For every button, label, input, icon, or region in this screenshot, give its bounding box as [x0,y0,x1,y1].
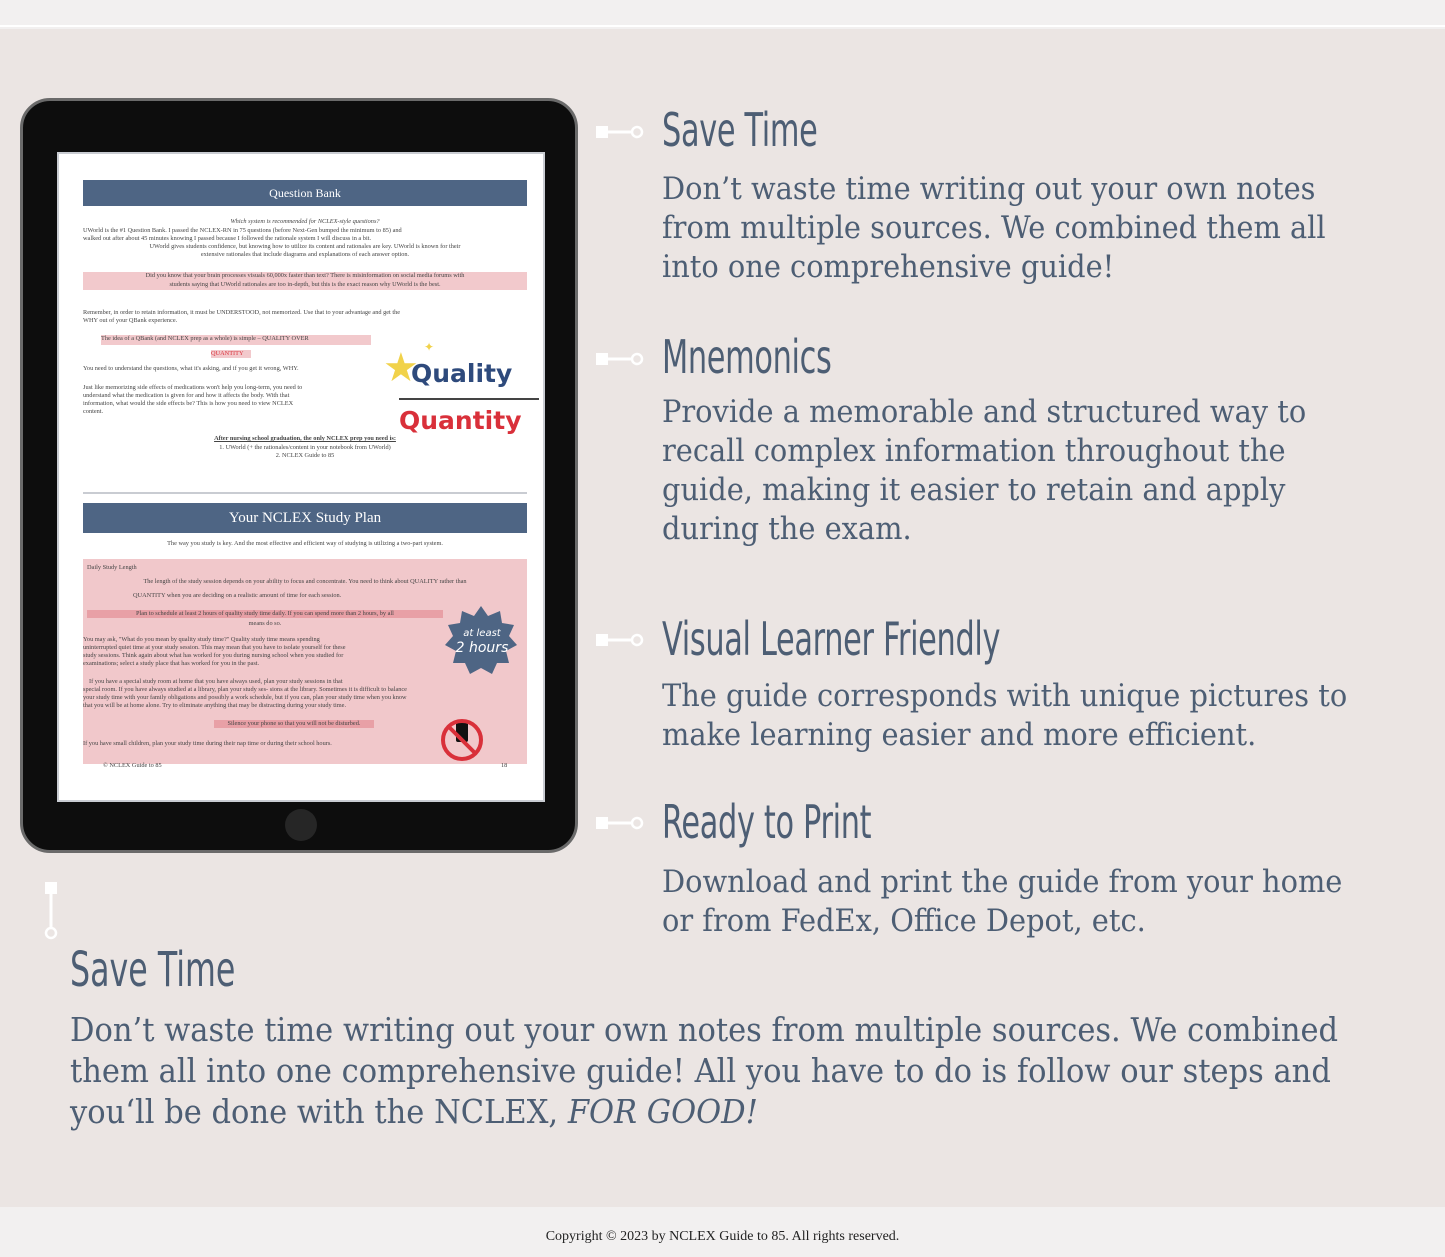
no-phone-icon [439,716,485,762]
page-text: Silence your phone so that you will not be disturbed. [214,720,374,728]
connector-icon [596,351,646,367]
badge-bottom-text: 2 hours [455,640,509,656]
feature-title-ready-to-print: Ready to Print [662,795,872,849]
page-text: Did you know that your brain processes visuals 60,000x faster than text? There is misinformation on social media forums with [83,272,527,281]
page-text: Just like memorizing side effects of medications won't help you long-term, you need to [83,384,303,391]
page-text: Which system is recommended for NCLEX-style questions? [230,218,380,225]
page-text: 2. NCLEX Guide to 85 [275,452,335,459]
copyright: Copyright © 2023 by NCLEX Guide to 85. All rights reserved. [545,1229,900,1244]
page-text: QUANTITY when you are deciding on a realistic amount of time for each session. [133,592,342,599]
page-footer-left: © NCLEX Guide to 85 [103,762,162,769]
quantity-graphic: Quantity [399,406,522,435]
page-text: special room. If you have always studied at a library, plan your study ses- sions at the library. Sometimes it is difficult to balance [83,686,407,693]
page-text: After nursing school graduation, the only NCLEX prep you need is: [214,435,396,442]
bottom-description [70,1009,1374,1132]
feature-desc-ready-to-print: Download and print the guide from your home or from FedEx, Office Depot, etc. [662,864,1343,939]
page-text: Plan to schedule at least 2 hours of quality study time daily. If you can spend more than 2 hours, by all [87,610,443,618]
page-text: students saying that UWorld rationales are too in-depth, but this is the exact reason why UWorld is the best. [83,281,527,290]
page-text: If you have a special study room at home that you have always used, plan your study sessions in that [89,678,343,685]
home-button [285,809,317,841]
connector-icon [596,815,646,831]
page-text: study sessions. Think again about what has worked for you during nursing school when you studied for [83,652,344,659]
page-text: content. [83,408,104,415]
section-title-question-bank: Question Bank [83,180,527,206]
vertical-connector-icon [43,880,59,940]
page-text: UWorld is the #1 Question Bank. I passed the NCLEX-RN in 75 questions (before Next-Gen bumped the minimum to 85) and [83,227,402,234]
sparkle-icon: ✦ [424,340,435,354]
connector-icon [596,124,646,140]
bottom-description-text: Don’t waste time writing out your own notes from multiple sources. We combined them all into one comprehensive guide! All you have to do is follow our steps and you‘ll be done with the NCLEX, [70,1010,1339,1131]
bottom-emphasis: FOR GOOD! [567,1092,758,1131]
feature-desc-save-time: Don’t waste time writing out your own notes from multiple sources. We combined them all into one comprehensive guide! [662,171,1326,285]
page-text: QUANTITY [211,350,251,358]
page-text: You may ask, "What do you mean by quality study time?" Quality study time means spending [83,636,320,643]
feature-title-save-time: Save Time [662,103,818,157]
page-text: understand what the medication is given for and how it affects the body. With that [83,392,290,399]
page-text: examinations; select a study place that has worked for you in the past. [83,660,260,667]
page-text: uninterrupted quiet time at your study session. This may mean that you have to isolate yourself for these [83,644,346,651]
top-strip [0,0,1445,27]
two-hours-badge [444,604,518,678]
page-text: Remember, in order to retain information, it must be UNDERSTOOD, not memorized. Use that to your advantage and get the [83,309,401,316]
page-text: The way you study is key. And the most effective and efficient way of studying is utilizing a two-part system. [167,540,443,547]
page-text: The idea of a QBank (and NCLEX prep as a whole) is simple – QUALITY OVER [101,335,371,345]
page-text: information, what would the side effects be? This is how you need to view NCLEX [83,400,294,407]
badge-top-text: at least [463,628,501,639]
page-number: 18 [501,762,508,769]
footer [0,1209,1445,1257]
page-text: Daily Study Length [87,564,137,571]
feature-title-visual-learner: Visual Learner Friendly [662,612,1001,666]
quality-graphic: Quality [411,359,513,388]
page-text: You need to understand the questions, what it's asking, and if you get it wrong, WHY. [83,365,299,372]
page-text: walked out after about 45 minutes knowing I passed because I followed the rationale system I will discuss in a bit. [83,235,372,242]
page-text: UWorld gives students confidence, but knowing how to utilize its content and rationales are key. UWorld is known for their [149,243,461,250]
star-icon: ★ [383,345,419,390]
section-title-study-plan: Your NCLEX Study Plan [83,503,527,533]
feature-title-mnemonics: Mnemonics [662,330,832,384]
tablet-mockup [20,98,578,853]
connector-icon [596,632,646,648]
page-text: 1. UWorld (+ the rationales/content in your notebook from UWorld) [219,444,391,451]
page-text: If you have small children, plan your study time during their nap time or during their school hours. [83,740,332,747]
tablet-screen [57,152,545,802]
section-divider [83,492,527,494]
feature-desc-mnemonics: Provide a memorable and structured way to recall complex information throughout the guide, making it easier to retain and apply during the exam. [662,394,1307,547]
page-text: your study time with your family obligations and possibly a work schedule, but if you can, plan your study time when you know [83,694,407,701]
feature-desc-visual-learner: The guide corresponds with unique pictures to make learning easier and more efficient. [662,678,1348,753]
page-text: extensive rationales that include diagrams and explanations of each answer option. [200,251,410,258]
page-text: that you will be at home alone. Try to eliminate anything that may be distracting during your study time. [83,702,347,709]
page-text: WHY out of your QBank experience. [83,317,178,324]
bottom-title: Save Time [70,942,236,998]
page-text: The length of the study session depends on your ability to focus and concentrate. You need to think about QUALITY rather than [143,578,467,585]
graphic-divider [399,398,539,400]
page-text: means do so. [248,620,282,627]
